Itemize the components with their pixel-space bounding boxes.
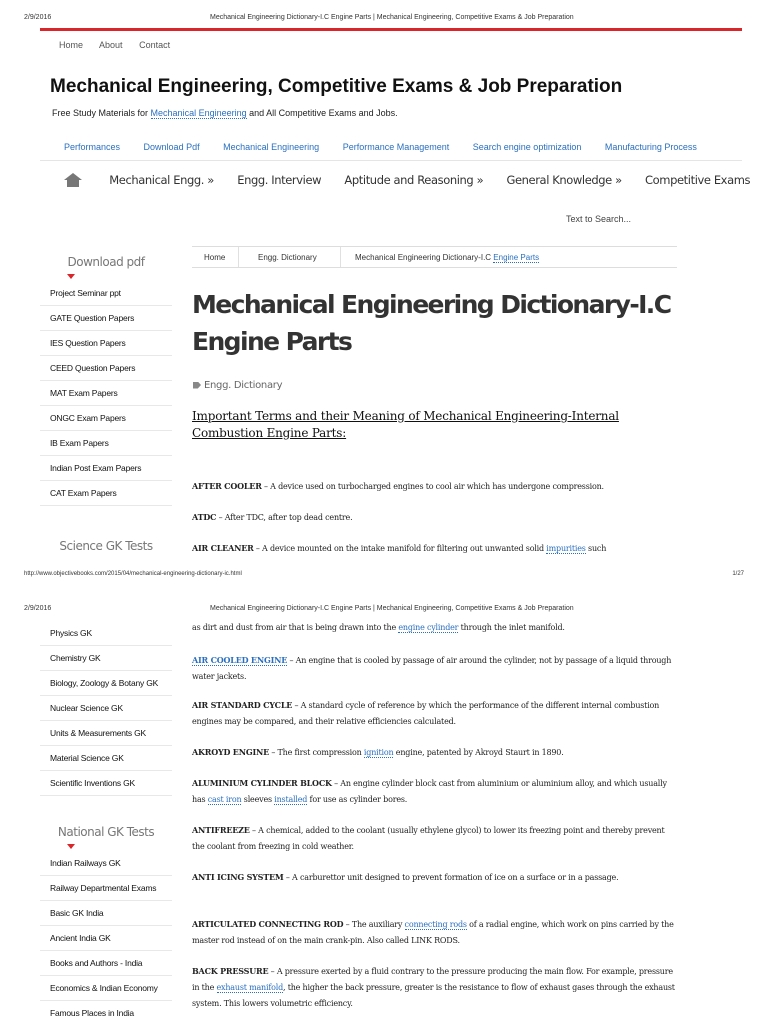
category-link[interactable]: Performance Management [342, 142, 450, 152]
sidebar-item[interactable]: Units & Measurements GK [40, 721, 172, 746]
dictionary-entry [192, 916, 676, 949]
entry-term: AIR CLEANER [192, 543, 254, 553]
entry-link[interactable]: installed [274, 795, 308, 804]
sidebar-item[interactable]: Physics GK [40, 621, 172, 646]
breadcrumb-separator [238, 247, 239, 267]
category-link[interactable]: Manufacturing Process [604, 142, 697, 152]
search-input[interactable]: Text to Search... [566, 214, 632, 224]
dictionary-entry [192, 478, 676, 495]
article-title: Mechanical Engineering Dictionary-I.C Engine Parts [192, 290, 671, 356]
sidebar-item[interactable]: Indian Railways GK [40, 851, 172, 876]
sidebar-item[interactable]: MAT Exam Papers [40, 381, 172, 406]
entry-text: – A device mounted on the intake manifold for filtering out unwanted solid [253, 544, 547, 553]
top-nav-about[interactable]: About [99, 40, 123, 50]
sidebar-item[interactable]: Scientific Inventions GK [40, 771, 172, 796]
nav-general-knowledge[interactable]: General Knowledge » [506, 172, 622, 187]
entry-text: – A chemical, added to the coolant (usually ethylene glycol) to lower its freezing point and thereby prevent the coolant from freezing in cold weather. [192, 826, 665, 851]
breadcrumb-category[interactable]: Engg. Dictionary [258, 253, 317, 262]
entry-term: AIR STANDARD CYCLE [192, 700, 293, 710]
tagline-text: Free Study Materials for [52, 108, 151, 118]
entry-term: ANTIFREEZE [192, 825, 250, 835]
breadcrumb-home[interactable]: Home [204, 253, 226, 262]
sidebar-heading: National GK Tests [57, 825, 155, 839]
sidebar-list [40, 281, 172, 506]
category-link[interactable]: Mechanical Engineering [223, 142, 320, 152]
sidebar-item[interactable]: Books and Authors - India [40, 951, 172, 976]
sidebar-item[interactable]: ONGC Exam Papers [40, 406, 172, 431]
sidebar-download-pdf [40, 255, 172, 506]
entry-term: ALUMINIUM CYLINDER BLOCK [192, 778, 332, 788]
article-category-link[interactable]: Engg. Dictionary [204, 380, 283, 391]
dictionary-entry-continued [192, 620, 676, 636]
sidebar-item[interactable]: CEED Question Papers [40, 356, 172, 381]
entry-text: – An engine that is cooled by passage of air around the cylinder, not by passage of a liquid through water jackets. [192, 656, 672, 681]
entry-term: AFTER COOLER [192, 481, 262, 491]
entry-text: sleeves [241, 795, 275, 804]
breadcrumb [192, 246, 677, 268]
entry-link[interactable]: impurities [546, 544, 586, 553]
category-link-bar [64, 142, 742, 152]
top-nav [59, 40, 184, 50]
sidebar-item[interactable]: Chemistry GK [40, 646, 172, 671]
entry-text: – A device used on turbocharged engines to cool air which has undergone compression. [261, 482, 604, 491]
red-arrow-icon [67, 844, 75, 849]
entry-text: for use as cylinder bores. [307, 795, 408, 804]
top-red-line [40, 28, 742, 31]
print-title: Mechanical Engineering Dictionary-I.C Engine Parts | Mechanical Engineering, Competitive Exams & Job Preparation [210, 605, 574, 612]
sidebar-science-gk [40, 539, 172, 553]
sidebar-list [40, 621, 172, 796]
dictionary-entry [192, 744, 676, 761]
sidebar-item[interactable]: Famous Places in India [40, 1001, 172, 1024]
article-subheading: Important Terms and their Meaning of Mechanical Engineering-Internal Combustion Engine Parts: [192, 409, 619, 440]
dictionary-entry [192, 540, 676, 557]
dictionary-entry [192, 869, 676, 886]
red-arrow-icon [67, 274, 75, 279]
nav-engg-interview[interactable]: Engg. Interview [237, 172, 322, 187]
sidebar-item[interactable]: IES Question Papers [40, 331, 172, 356]
site-title[interactable]: Mechanical Engineering, Competitive Exams & Job Preparation [50, 76, 623, 97]
sidebar-item[interactable]: Nuclear Science GK [40, 696, 172, 721]
top-nav-contact[interactable]: Contact [139, 40, 171, 50]
nav-competitive-exams[interactable]: Competitive Exams [645, 172, 751, 187]
entry-term: ARTICULATED CONNECTING ROD [192, 919, 344, 929]
category-link[interactable]: Download Pdf [143, 142, 200, 152]
category-link[interactable]: Search engine optimization [472, 142, 582, 152]
top-nav-home[interactable]: Home [59, 40, 84, 50]
dictionary-entry [192, 822, 676, 855]
entry-link[interactable]: engine cylinder [398, 623, 459, 632]
divider [40, 160, 742, 161]
sidebar-item[interactable]: Ancient India GK [40, 926, 172, 951]
nav-aptitude[interactable]: Aptitude and Reasoning » [344, 172, 484, 187]
entry-text: – After TDC, after top dead centre. [216, 513, 353, 522]
sidebar-national-gk [40, 825, 172, 1024]
dictionary-entry [192, 697, 676, 730]
dictionary-entry [192, 963, 676, 1012]
dictionary-entry [192, 509, 676, 526]
entry-text: as dirt and dust from air that is being drawn into the [192, 623, 399, 632]
entry-text: – A standard cycle of reference by which the performance of the different internal combustion engines may be compared, and their relative efficiencies calculated. [192, 701, 660, 726]
entry-text: – A carburettor unit designed to prevent formation of ice on a surface or in a passage. [283, 873, 619, 882]
entry-text: – An engine cylinder block cast from aluminium or aluminium alloy, and which usually has [192, 779, 667, 804]
nav-mechanical-engg[interactable]: Mechanical Engg. » [109, 172, 214, 187]
entry-link[interactable]: connecting rods [404, 920, 467, 929]
print-header [0, 14, 768, 28]
tag-icon [193, 382, 201, 389]
sidebar-item[interactable]: Economics & Indian Economy [40, 976, 172, 1001]
dictionary-entry [192, 775, 676, 808]
sidebar-item[interactable]: IB Exam Papers [40, 431, 172, 456]
sidebar-item[interactable]: GATE Question Papers [40, 306, 172, 331]
entry-text: – The auxiliary [343, 920, 405, 929]
print-header [0, 605, 768, 619]
entry-link[interactable]: ignition [363, 748, 394, 757]
print-date: 2/9/2016 [24, 14, 52, 21]
entry-text: – A pressure exerted by a fluid contrary to the pressure producing the main flow. For example, pressure in the [192, 967, 673, 992]
print-title: Mechanical Engineering Dictionary-I.C Engine Parts | Mechanical Engineering, Competitive Exams & Job Preparation [210, 14, 574, 21]
tagline-link[interactable]: Mechanical Engineering [150, 108, 247, 118]
entry-text: , the higher the back pressure, greater is the resistance to flow of exhaust gases through the exhaust system. This lowers volumetric efficiency. [192, 983, 675, 1008]
sidebar-item[interactable]: Railway Departmental Exams [40, 876, 172, 901]
print-page-2 [0, 585, 768, 1024]
entry-term: AKROYD ENGINE [192, 747, 270, 757]
sidebar-heading: Science GK Tests [59, 539, 153, 553]
breadcrumb-current [355, 253, 539, 262]
print-url: http://www.objectivebooks.com/2015/04/mechanical-engineering-dictionary-ic.html [24, 571, 242, 577]
sidebar-item[interactable]: Biology, Zoology & Botany GK [40, 671, 172, 696]
sidebar-item[interactable]: Project Seminar ppt [40, 281, 172, 306]
sidebar-science-gk-list [40, 621, 172, 796]
breadcrumb-current-link[interactable]: Engine Parts [493, 253, 540, 262]
entry-text: of a radial engine, which work on pins carried by the master rod instead of on the main crank-pin. Also called LINK RODS. [192, 920, 674, 945]
category-link[interactable]: Performances [64, 142, 121, 152]
site-tagline [52, 108, 398, 118]
sidebar-item[interactable]: Basic GK India [40, 901, 172, 926]
entry-text: engine, patented by Akroyd Staurt in 1890. [393, 748, 564, 757]
sidebar-item[interactable]: Material Science GK [40, 746, 172, 771]
print-date: 2/9/2016 [24, 605, 52, 612]
breadcrumb-current-text: Mechanical Engineering Dictionary-I.C [355, 253, 494, 262]
main-nav [64, 172, 768, 187]
entry-text: – The first compression [269, 748, 364, 757]
entry-text: through the inlet manifold. [458, 623, 565, 632]
sidebar-heading: Download pdf [67, 255, 145, 269]
entry-link[interactable]: exhaust manifold [216, 983, 284, 992]
entry-term: ANTI ICING SYSTEM [192, 872, 284, 882]
entry-term-link[interactable]: AIR COOLED ENGINE [192, 655, 288, 665]
breadcrumb-separator [340, 247, 341, 267]
entry-link[interactable]: cast iron [207, 795, 242, 804]
dictionary-entry [192, 652, 676, 685]
print-footer [0, 571, 768, 581]
sidebar-item[interactable]: Indian Post Exam Papers [40, 456, 172, 481]
entry-text: such [585, 544, 607, 553]
sidebar-item[interactable]: CAT Exam Papers [40, 481, 172, 506]
tagline-text-end: and All Competitive Exams and Jobs. [246, 108, 398, 118]
sidebar-list [40, 851, 172, 1024]
article-category [193, 380, 282, 391]
print-page-number: 1/27 [732, 571, 744, 577]
entry-term: BACK PRESSURE [192, 966, 269, 976]
home-icon[interactable] [64, 173, 82, 187]
entry-term: ATDC [192, 512, 217, 522]
